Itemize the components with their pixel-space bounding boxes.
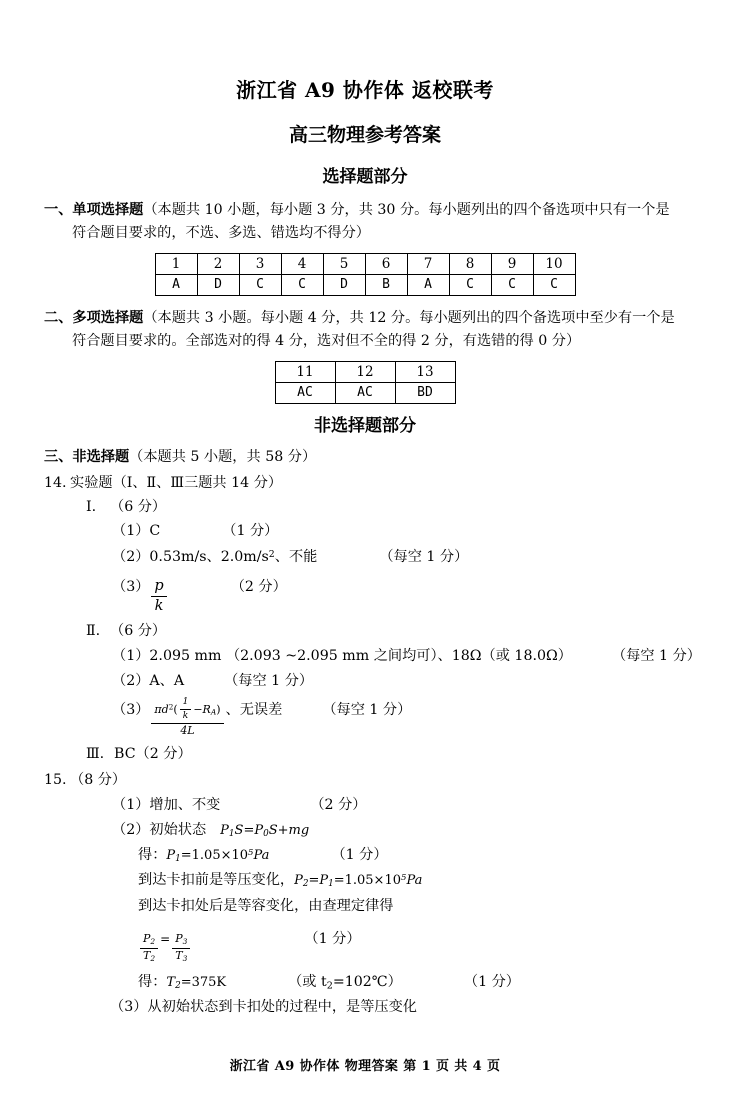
q14-p2-2-row — [112, 669, 730, 694]
q14-p2-1-label: （1） — [112, 647, 150, 664]
q14-p2-3-fraction — [151, 698, 223, 737]
fraction-denominator: 4L — [180, 724, 195, 738]
q14-part3-answer: BC（2 分） — [114, 745, 192, 762]
q15-isochoric-row — [138, 894, 730, 919]
charles-fraction-right — [172, 933, 190, 963]
q14-part2-score: （6 分） — [110, 623, 167, 640]
q15-de2-score: （1 分） — [463, 973, 520, 990]
page-title: 浙江省 A9 协作体 返校联考 — [236, 78, 494, 102]
section-one-heading-bold: 一、单项选择题 — [44, 202, 144, 219]
q15-isobaric-row — [138, 868, 730, 893]
q14-part3-label: Ⅲ. — [86, 745, 105, 762]
q15-isobaric-formula: $P_2=P_1=1.05\times 10^5Pa$ — [294, 873, 423, 890]
inner-fraction: $\frac{1}{k}$ — [180, 697, 192, 721]
table-cell-answer: D — [323, 275, 365, 296]
q15-de-score: （1 分） — [331, 847, 388, 864]
question-14-title-row — [44, 471, 730, 495]
q15-p2-text: 初始状态 — [149, 821, 207, 838]
table-cell-answer: A — [155, 275, 197, 296]
q14-p2-1-score: （每空 1 分） — [611, 647, 701, 664]
q15-de-label: 得： — [138, 847, 167, 864]
fraction-numerator: p — [151, 578, 166, 597]
q15-de-row — [138, 843, 730, 868]
charles-fraction-left — [140, 933, 158, 963]
q14-part1-label: Ⅰ. — [86, 499, 97, 515]
fraction-numerator: $\pi d^2$( $\frac{1}{k}$ $-R_A$) — [151, 698, 223, 724]
table-cell-answer: C — [281, 275, 323, 296]
q15-p1-label: （1） — [112, 796, 150, 813]
q15-p3-label: （3） — [110, 999, 148, 1016]
q15-p2-row — [112, 818, 730, 843]
q15-p1-score: （2 分） — [310, 796, 367, 813]
table-cell-answer: C — [491, 275, 533, 296]
q14-p1-1-label: （1） — [112, 523, 150, 540]
table-cell-answer: D — [197, 275, 239, 296]
table-cell-number: 3 — [239, 254, 281, 275]
q14-p1-3-row — [112, 575, 730, 615]
table-cell-answer: A — [407, 275, 449, 296]
q14-p2-1-answer: 2.095 mm （2.093 ~2.095 mm 之间均可）、18Ω（或 18.0Ω） — [149, 647, 572, 664]
table-cell-number: 12 — [335, 362, 395, 383]
q14-p1-1-answer: C — [149, 523, 161, 540]
answer-table-11-13 — [275, 361, 456, 404]
table-cell-number: 5 — [323, 254, 365, 275]
table-cell-answer: C — [239, 275, 281, 296]
table-row-numbers — [275, 362, 455, 383]
table-cell-number: 10 — [533, 254, 575, 275]
section-one-heading — [44, 199, 690, 245]
table-cell-answer: AC — [275, 383, 335, 404]
q14-p2-answers — [112, 644, 730, 739]
page-footer: 浙江省 A9 协作体 物理答案 第 1 页 共 4 页 — [229, 1059, 501, 1074]
q14-p1-3-score: （2 分） — [230, 578, 287, 595]
page-subtitle: 高三物理参考答案 — [288, 124, 441, 146]
answer-table-1-10 — [155, 253, 576, 296]
table-cell-number: 7 — [407, 254, 449, 275]
question-15-number: 15. — [44, 772, 67, 789]
q14-part-3 — [86, 742, 730, 766]
table-cell-answer: C — [449, 275, 491, 296]
q14-part-1 — [86, 495, 730, 519]
question-14 — [44, 471, 730, 495]
q15-p2-formula: $P_1S=P_0S+mg$ — [220, 822, 310, 840]
table-cell-number: 6 — [365, 254, 407, 275]
q14-p1-1-row — [112, 519, 730, 544]
q14-part1-header — [86, 495, 730, 519]
q14-p2-2-answer: A、A — [149, 673, 185, 690]
question-14-title: 实验题（Ⅰ、Ⅱ、Ⅲ三题共 14 分） — [70, 474, 283, 491]
q15-p3-row — [110, 995, 730, 1020]
q15-isochoric-text: 到达卡扣处后是等容变化，由查理定律得 — [138, 897, 394, 914]
question-15-score: （8 分） — [70, 772, 127, 789]
table-cell-answer: C — [533, 275, 575, 296]
q14-part3-row — [86, 742, 730, 766]
q14-part1-score: （6 分） — [110, 499, 167, 515]
q14-p2-2-score: （每空 1 分） — [224, 673, 314, 690]
answer-sheet-page — [0, 78, 730, 1102]
table-cell-number: 1 — [155, 254, 197, 275]
table-cell-answer: BD — [395, 383, 455, 404]
banner-choice-section: 选择题部分 — [322, 166, 408, 187]
q14-p1-2-row — [112, 545, 730, 570]
q14-part-2 — [86, 619, 730, 643]
q15-de2-row — [138, 970, 730, 995]
q15-p2-label: （2） — [112, 821, 150, 838]
section-three-heading — [44, 446, 690, 469]
section-two-heading-bold: 二、多项选择题 — [44, 310, 144, 327]
section-three-heading-rest: （本题共 5 小题，共 58 分） — [129, 448, 317, 465]
table-cell-number: 9 — [491, 254, 533, 275]
q14-p1-2-answer: 0.53m/s、$2.0m/s^2$、不能 — [149, 548, 318, 565]
charles-equals: = — [160, 932, 171, 947]
fraction-denominator: $T_2$ — [143, 948, 156, 963]
q14-p1-1-score: （1 分） — [222, 523, 279, 540]
q14-p2-1-row — [112, 644, 730, 669]
section-three-heading-bold: 三、非选择题 — [44, 448, 130, 465]
answer-table-1-10-wrap — [0, 253, 730, 296]
q15-p1-answer: 增加、不变 — [149, 796, 221, 813]
table-row-answers — [275, 383, 455, 404]
q15-p1-row — [112, 793, 730, 818]
table-cell-answer: B — [365, 275, 407, 296]
q14-p1-3-fraction — [151, 578, 166, 614]
q15-answers — [112, 793, 730, 1021]
q14-p1-2-score: （每空 1 分） — [379, 548, 469, 565]
table-cell-answer: AC — [335, 383, 395, 404]
table-row-numbers — [155, 254, 575, 275]
fraction-denominator: $T_3$ — [175, 948, 188, 963]
section-two-heading-rest: （本题共 3 小题。每小题 4 分，共 12 分。每小题列出的四个备选项中至少有一个是 — [143, 310, 675, 327]
q14-p1-2-label: （2） — [112, 548, 150, 565]
table-cell-number: 11 — [275, 362, 335, 383]
table-cell-number: 8 — [449, 254, 491, 275]
section-one-heading-rest: （本题共 10 小题，每小题 3 分，共 30 分。每小题列出的四个备选项中只有一个是 — [143, 202, 670, 219]
table-cell-number: 2 — [197, 254, 239, 275]
q14-part2-header — [86, 619, 730, 643]
q14-p1-answers — [112, 519, 730, 615]
question-15-header — [44, 768, 730, 792]
q14-p2-2-label: （2） — [112, 673, 150, 690]
q14-p2-3-answer-rest: 、无误差 — [225, 702, 283, 719]
question-15 — [44, 768, 730, 792]
section-two-heading-line2: 符合题目要求的。全部选对的得 4 分，选对但不全的得 2 分，有选错的得 0 分） — [72, 333, 581, 350]
q15-p3-text: 从初始状态到卡扣处的过程中，是等压变化 — [147, 999, 417, 1016]
fraction-numerator: $P_3$ — [172, 933, 190, 948]
q15-de2-label: 得： — [138, 973, 167, 990]
section-two-heading — [44, 307, 690, 353]
q15-de2-alt: （或 $t_2=102℃$） — [288, 973, 402, 992]
q15-de-formula: $P_1=1.05\times 10^5Pa$ — [166, 848, 270, 865]
q15-charles-score: （1 分） — [304, 931, 361, 948]
question-14-number: 14. — [44, 474, 67, 491]
table-cell-number: 4 — [281, 254, 323, 275]
section-one-heading-line2: 符合题目要求的，不选、多选、错选均不得分） — [72, 225, 370, 242]
q14-p2-3-score: （每空 1 分） — [322, 702, 412, 719]
banner-nonchoice-section: 非选择题部分 — [314, 416, 416, 437]
fraction-denominator: k — [154, 597, 164, 614]
q15-de2-formula: $T_2=375K$ — [166, 974, 227, 992]
q14-p1-3-label: （3） — [112, 578, 150, 595]
q15-isobaric-text: 到达卡扣前是等压变化， — [138, 872, 295, 889]
table-row-answers — [155, 275, 575, 296]
q14-part2-label: Ⅱ. — [86, 623, 101, 640]
q15-charles-row — [138, 927, 730, 964]
q14-p2-3-row — [112, 698, 730, 738]
answer-table-11-13-wrap — [0, 361, 730, 404]
q14-p2-3-label: （3） — [112, 702, 150, 719]
table-cell-number: 13 — [395, 362, 455, 383]
fraction-numerator: $P_2$ — [140, 933, 158, 948]
